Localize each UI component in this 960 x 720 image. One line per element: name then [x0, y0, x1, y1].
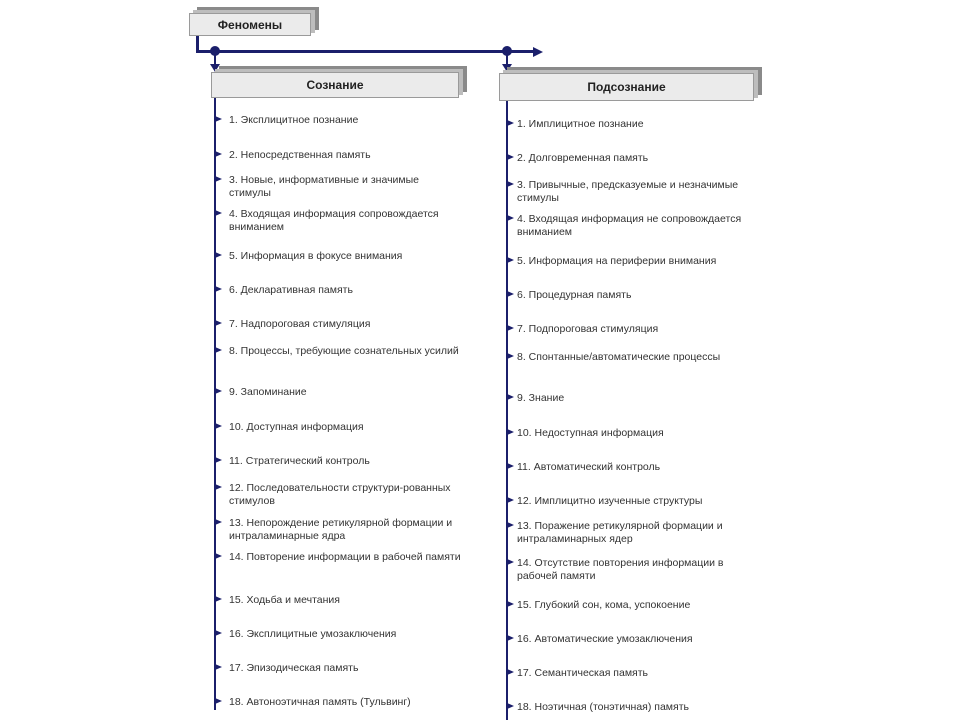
- item-arrow-icon: [507, 353, 514, 359]
- item-arrow-icon: [215, 698, 222, 704]
- subconscious-spine: [506, 101, 508, 720]
- list-item: 6. Процедурная память: [517, 289, 632, 301]
- item-arrow-icon: [215, 151, 222, 157]
- list-item: 2. Долговременная память: [517, 152, 649, 164]
- item-arrow-icon: [215, 630, 222, 636]
- item-arrow-icon: [507, 635, 514, 641]
- item-arrow-icon: [215, 596, 222, 602]
- item-arrow-icon: [215, 210, 222, 216]
- list-item: 7. Подпороговая стимуляция: [517, 323, 659, 335]
- list-item: 2. Непосредственная память: [229, 149, 371, 161]
- list-item: 10. Доступная информация: [229, 421, 364, 433]
- consciousness-box: [211, 72, 459, 98]
- list-item: 3. Новые, информативные и значимые стимулы: [229, 174, 420, 199]
- item-arrow-icon: [507, 559, 514, 565]
- item-arrow-icon: [507, 325, 514, 331]
- item-arrow-icon: [507, 429, 514, 435]
- list-item: 16. Эксплицитные умозаключения: [229, 628, 397, 640]
- list-item: 8. Спонтанные/автоматические процессы: [517, 351, 721, 363]
- list-item: 15. Ходьба и мечтания: [229, 594, 340, 606]
- main-horizontal-connector: [196, 50, 534, 53]
- subconscious-title: Подсознание: [587, 80, 666, 94]
- list-item: 10. Недоступная информация: [517, 427, 664, 439]
- list-item: 18. Автоноэтичная память (Тульвинг): [229, 696, 411, 708]
- list-item: 3. Привычные, предсказуемые и незначимые стимулы: [517, 179, 739, 204]
- list-item: 1. Эксплицитное познание: [229, 114, 359, 126]
- list-item: 17. Семантическая память: [517, 667, 649, 679]
- item-arrow-icon: [507, 120, 514, 126]
- list-item: 7. Надпороговая стимуляция: [229, 318, 371, 330]
- list-item: 14. Отсутствие повторения информации в рабочей памяти: [517, 557, 724, 582]
- list-item: 14. Повторение информации в рабочей памяти: [229, 551, 461, 563]
- subconscious-box: [499, 73, 754, 101]
- item-arrow-icon: [215, 423, 222, 429]
- list-item: 1. Имплицитное познание: [517, 118, 644, 130]
- item-arrow-icon: [507, 463, 514, 469]
- list-item: 9. Запоминание: [229, 386, 307, 398]
- item-arrow-icon: [215, 388, 222, 394]
- item-arrow-icon: [215, 286, 222, 292]
- item-arrow-icon: [215, 116, 222, 122]
- item-arrow-icon: [215, 457, 222, 463]
- list-item: 8. Процессы, требующие сознательных усилий: [229, 345, 459, 357]
- right-branch-arrowhead: [502, 64, 512, 72]
- item-arrow-icon: [507, 291, 514, 297]
- list-item: 4. Входящая информация не сопровождается вниманием: [517, 213, 742, 238]
- item-arrow-icon: [507, 669, 514, 675]
- item-arrow-icon: [215, 484, 222, 490]
- item-arrow-icon: [507, 703, 514, 709]
- item-arrow-icon: [507, 497, 514, 503]
- item-arrow-icon: [215, 252, 222, 258]
- item-arrow-icon: [507, 522, 514, 528]
- left-branch-arrowhead: [210, 64, 220, 72]
- item-arrow-icon: [215, 176, 222, 182]
- consciousness-title: Сознание: [306, 78, 364, 92]
- item-arrow-icon: [215, 553, 222, 559]
- item-arrow-icon: [507, 181, 514, 187]
- list-item: 11. Стратегический контроль: [229, 455, 370, 467]
- list-item: 6. Декларативная память: [229, 284, 353, 296]
- list-item: 17. Эпизодическая память: [229, 662, 359, 674]
- list-item: 4. Входящая информация сопровождается вниманием: [229, 208, 439, 233]
- list-item: 15. Глубокий сон, кома, успокоение: [517, 599, 691, 611]
- item-arrow-icon: [507, 257, 514, 263]
- list-item: 9. Знание: [517, 392, 565, 404]
- root-label: Феномены: [217, 17, 283, 32]
- item-arrow-icon: [215, 519, 222, 525]
- list-item: 5. Информация на периферии внимания: [517, 255, 717, 267]
- item-arrow-icon: [215, 320, 222, 326]
- list-item: 16. Автоматические умозаключения: [517, 633, 693, 645]
- list-item: 13. Непорождение ретикулярной формации и интраламинарные ядра: [229, 517, 453, 542]
- item-arrow-icon: [507, 601, 514, 607]
- item-arrow-icon: [507, 154, 514, 160]
- item-arrow-icon: [215, 664, 222, 670]
- list-item: 5. Информация в фокусе внимания: [229, 250, 403, 262]
- main-connector-arrowhead: [533, 47, 543, 57]
- list-item: 18. Ноэтичная (тонэтичная) память: [517, 701, 689, 713]
- item-arrow-icon: [215, 347, 222, 353]
- list-item: 13. Поражение ретикулярной формации и интраламинарных ядер: [517, 520, 723, 545]
- list-item: 12. Имплицитно изученные структуры: [517, 495, 703, 507]
- list-item: 11. Автоматический контроль: [517, 461, 661, 473]
- list-item: 12. Последовательности структури-рованных стимулов: [229, 482, 451, 507]
- consciousness-spine: [214, 98, 216, 710]
- item-arrow-icon: [507, 215, 514, 221]
- root-phenomena-box: [189, 13, 311, 36]
- item-arrow-icon: [507, 394, 514, 400]
